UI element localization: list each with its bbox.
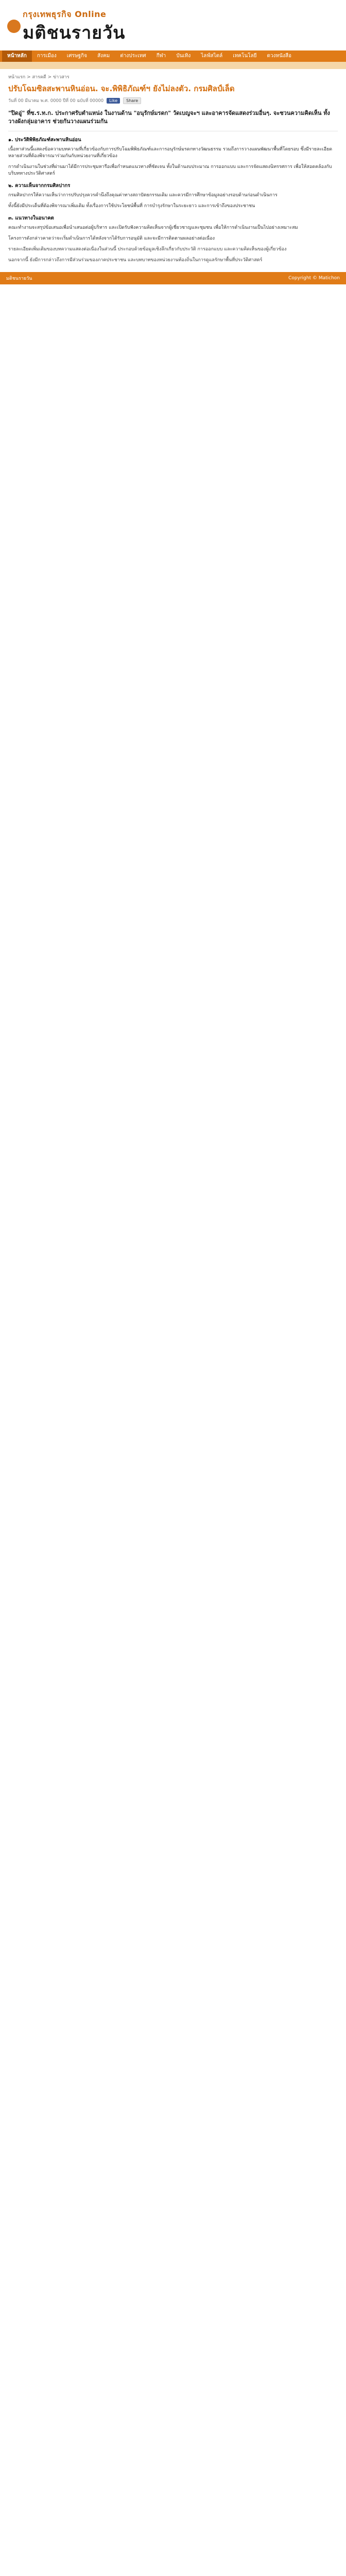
nav-item[interactable]: ไลฟ์สไตล์ [201,53,223,59]
share-button[interactable]: Share [123,97,141,104]
site-top-title[interactable]: กรุงเทพธุรกิจ Online [23,9,107,19]
breadcrumb[interactable]: หน้าแรก > สารคดี > ข่าวสาร [8,75,70,80]
nav-item[interactable]: ดวงหนังสือ [267,53,291,59]
site-footer [0,272,346,284]
paragraph: คณะทำงานจะสรุปข้อเสนอเพื่อนำเสนอต่อผู้บริหาร และเปิดรับฟังความคิดเห็นจากผู้เชี่ยวชาญและชุมชน เพื่อให้การดำเนินงานเป็นไปอย่างเหมาะสม [8,225,298,230]
nav-item[interactable]: การเมือง [37,53,57,59]
footer-right: Copyright © Matichon [288,276,340,281]
paragraph: ทั้งนี้ยังมีประเด็นที่ต้องพิจารณาเพิ่มเติม ทั้งเรื่องการใช้ประโยชน์พื้นที่ การบำรุงรักษาในระยะยาว และการเข้าถึงของประชาชน [8,204,255,209]
section-heading: ๑. ประวัติพิพิธภัณฑ์สะพานหินอ่อน [8,137,81,143]
article-continued [8,246,338,264]
spacer [0,284,346,300]
site-main-title[interactable]: มติชนรายวัน [23,23,126,43]
paragraph: กรมศิลปากรให้ความเห็นว่าการปรับปรุงควรคำนึงถึงคุณค่าทางสถาปัตยกรรมเดิม และควรมีการศึกษาข้อมูลอย่างรอบด้านก่อนดำเนินการ [8,193,278,198]
nav-item[interactable]: เทคโนโลยี [233,53,257,59]
like-button[interactable]: Like [107,98,120,104]
nav-item[interactable]: สังคม [97,53,110,59]
nav-item[interactable]: ต่างประเทศ [120,53,146,59]
article-lead: "ปิดอู่" ที่ซ.ร.ท.ก. ประกาศรับตำแหน่ง ในงานด้าน "อนุรักษ์มรดก" วัดเบญจะฯ และอาคารจัดแสดงร่วมอื่นๆ. จะชวนความคิดเห็น ทั้ง วางผังกลุ่มอาคาร ช่วยกันวางแผนร่วมกัน [8,110,330,125]
site-header [0,0,346,50]
article-date: วันที่ 00 มีนาคม พ.ศ. 0000 ปีที่ 00 ฉบับที่ 00000 [8,98,104,104]
article-title: ปรับโฉมซิลสะพานหินอ่อน. จะ.พิพิธิภัณฑ์ฯ ยังไม่ลงตัว. กรมศิลป์เล็ด [8,84,235,93]
article-meta [8,97,338,104]
paragraph: เนื้อหาส่วนนี้แสดงข้อความบทความที่เกี่ยวข้องกับการปรับโฉมพิพิธภัณฑ์และการอนุรักษ์มรดกทางวัฒนธรรม รวมถึงการวางแผนพัฒนาพื้นที่โดยรอบ ซึ่งมีรายละเอียดหลายส่วนที่ต้องพิจารณาร่วมกันกับหน่วยงานที่เกี่ยวข้อง [8,147,333,159]
paragraph: การดำเนินงานในช่วงที่ผ่านมาได้มีการประชุมหารือเพื่อกำหนดแนวทางที่ชัดเจน ทั้งในด้านงบประมาณ การออกแบบ และการจัดแสดงนิทรรศการ เพื่อให้สอดคล้องกับบริบททางประวัติศาสตร์ [8,164,332,176]
paragraph: โครงการดังกล่าวคาดว่าจะเริ่มดำเนินการได้หลังจากได้รับการอนุมัติ และจะมีการติดตามผลอย่างต่อเนื่อง [8,236,215,241]
section-heading: ๓. แนวทางในอนาคต [8,215,54,221]
section-heading: ๒. ความเห็นจากกรมศิลปากร [8,183,71,189]
paragraph: นอกจากนี้ ยังมีการกล่าวถึงการมีส่วนร่วมของภาคประชาชน และบทบาทของหน่วยงานท้องถิ่นในการดูแลรักษาพื้นที่ประวัติศาสตร์ [8,258,263,263]
nav-item[interactable]: กีฬา [156,53,166,59]
main-nav [0,50,346,62]
nav-item[interactable]: เศรษฐกิจ [66,53,87,59]
sub-nav [0,62,346,69]
footer-left: มติชนรายวัน [6,276,32,281]
article-body [8,137,338,242]
nav-item[interactable]: หน้าหลัก [2,50,32,62]
paragraph: รายละเอียดเพิ่มเติมของบทความแสดงต่อเนื่องในส่วนนี้ ประกอบด้วยข้อมูลเชิงลึกเกี่ยวกับประวัติ การออกแบบ และความคิดเห็นของผู้เกี่ยวข้อง [8,247,287,252]
logo-icon [7,20,21,33]
nav-item[interactable]: บันเทิง [176,53,191,59]
